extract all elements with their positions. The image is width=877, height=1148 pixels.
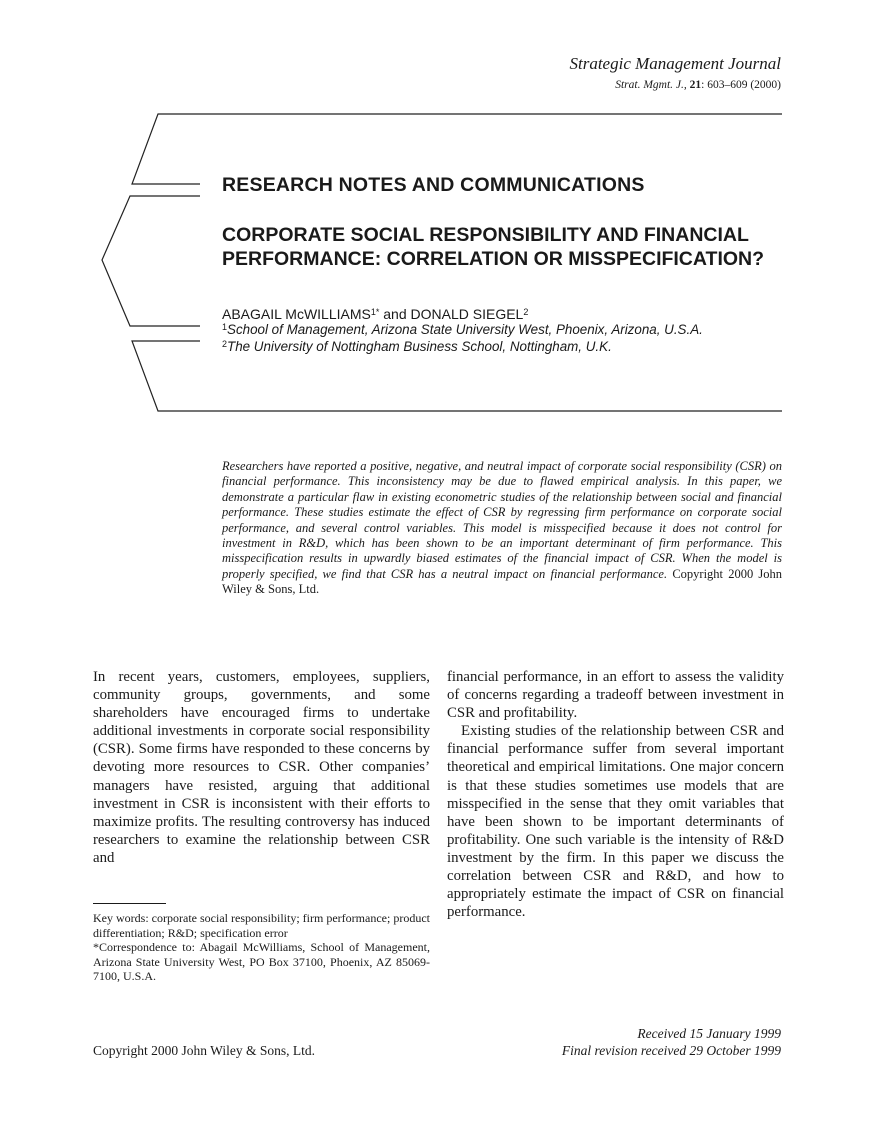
author-connector: and [383,306,407,322]
citation-prefix: Strat. Mgmt. J., [615,79,687,91]
keywords-footnote: Key words: corporate social responsibility; firm performance; product differentiation; R&D; specification error [93,911,430,940]
correspondence-footnote: *Correspondence to: Abagail McWilliams, School of Management, Arizona State University West, PO Box 37100, Phoenix, AZ 85069-7100, U.S.A. [93,940,430,984]
section-heading: RESEARCH NOTES AND COMMUNICATIONS [222,174,645,196]
final-revision-date: Final revision received 29 October 1999 [561,1043,781,1058]
affiliation-2 [222,339,612,354]
citation-pages: : 603–609 (2000) [701,79,781,91]
body-column-right [447,668,784,921]
body-paragraph-intro: In recent years, customers, employees, suppliers, community groups, governments, and some shareholders have encouraged firms to undertake additional investments in corporate social responsibility (CSR). Some firms have responded to these concerns by devoting more resources to CSR. Other companies’ managers have resisted, arguing that additional investment in CSR is inconsistent with their efforts to maximize profits. The resulting controversy has induced researchers to examine the relationship between CSR and [93,669,430,866]
citation-volume: 21 [689,79,702,91]
journal-name: Strategic Management Journal [569,54,781,73]
affiliation-1-mark: 1 [222,322,228,332]
copyright-footer: Copyright 2000 John Wiley & Sons, Ltd. [93,1043,315,1058]
affiliation-2-text: The University of Nottingham Business School, Nottingham, U.K. [227,339,612,354]
author-1-marks: 1* [370,307,380,317]
abstract [222,459,782,598]
received-date: Received 15 January 1999 [637,1026,781,1041]
author-1-name: ABAGAIL McWILLIAMS [222,306,371,322]
title-frame-decoration [0,0,877,420]
abstract-text: Researchers have reported a positive, negative, and neutral impact of corporate social responsibility (CSR) on financial performance. This inconsistency may be due to flawed empirical analysis. In this paper, we demonstrate a particular flaw in existing econometric studies of the relationship between social and financial performance. These studies estimate the effect of CSR by regressing firm performance on corporate social performance, and several control variables. This model is misspecified because it does not control for investment in R&D, which has been shown to be an important determinant of firm performance. This misspecification results in upwardly biased estimates of the financial impact of CSR. When the model is properly specified, we find that CSR has a neutral impact on financial performance. [222,459,782,581]
author-line [222,306,528,322]
body-column-left [93,668,430,867]
body-paragraph-continued: financial performance, in an effort to assess the validity of concerns regarding a tradeoff between investment in CSR and profitability. [447,669,784,722]
frame-middle-bracket [102,196,200,326]
author-2-name: DONALD SIEGEL [410,306,524,322]
footnote-divider [93,903,166,904]
footnotes [93,911,430,984]
affiliation-1 [222,322,703,337]
affiliation-2-mark: 2 [222,339,228,349]
body-paragraph-existing-studies: Existing studies of the relationship between CSR and financial performance suffer from several important theoretical and empirical limitations. One major concern is that these studies sometimes use models that are misspecified in the sense that they omit variables that have been shown to be important determinants of profitability. One such variable is the intensity of R&D investment by the firm. In this paper we discuss the correlation between CSR and R&D, and how to appropriately estimate the impact of CSR on financial performance. [447,723,784,921]
paper-title: CORPORATE SOCIAL RESPONSIBILITY AND FINANCIAL PERFORMANCE: CORRELATION OR MISSPECIFICATION? [222,224,765,270]
received-dates [562,1025,781,1059]
affiliation-1-text: School of Management, Arizona State University West, Phoenix, Arizona, U.S.A. [227,322,703,337]
abstract-copyright: Copyright 2000 John Wiley & Sons, Ltd. [222,566,783,597]
author-2-marks: 2 [523,307,529,317]
